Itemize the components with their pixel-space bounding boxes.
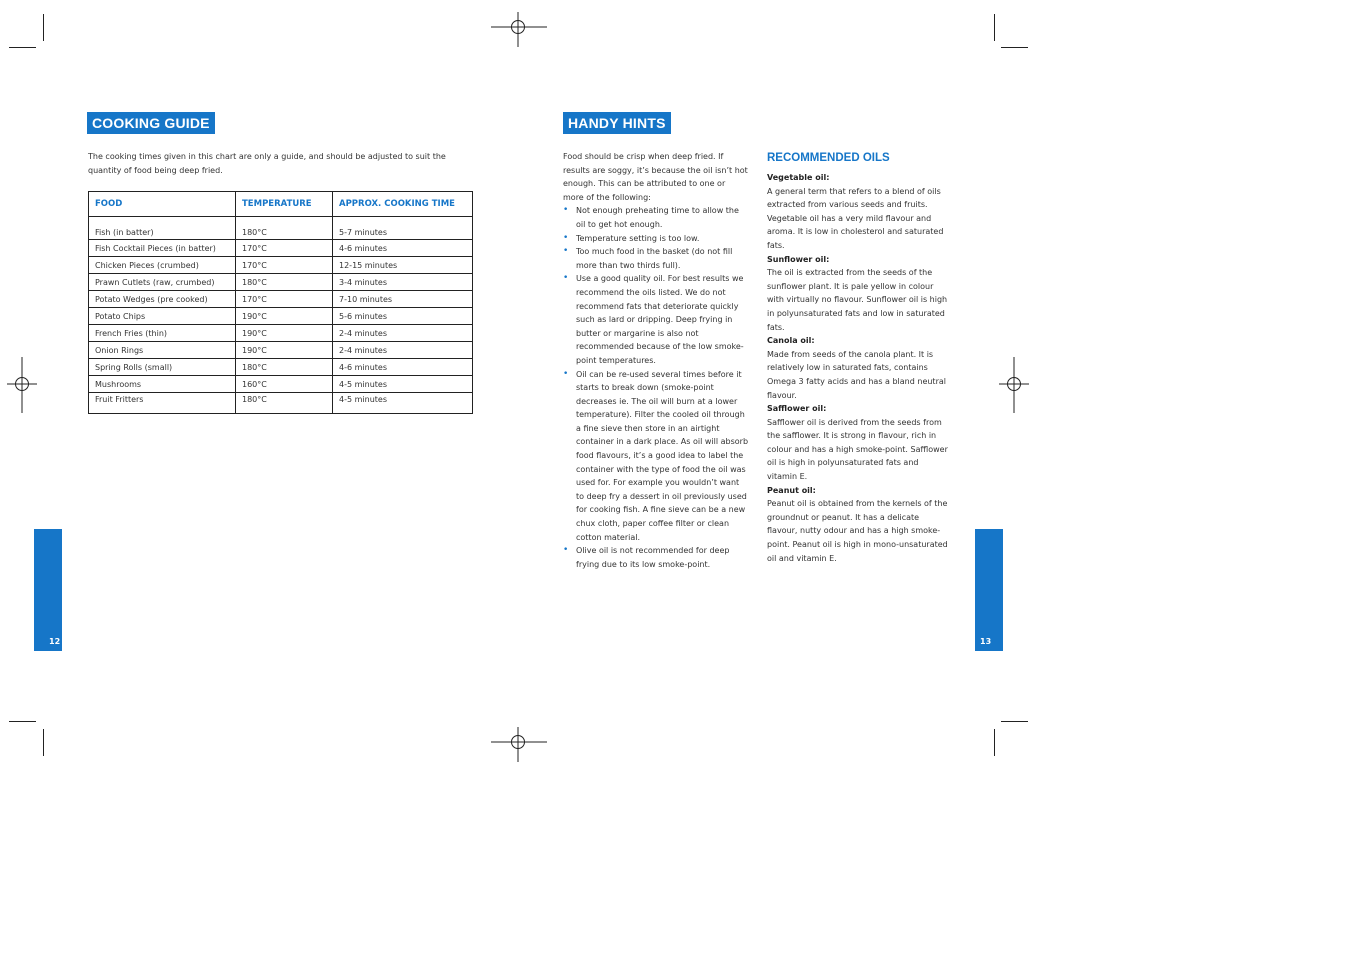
list-item [563,245,748,272]
registration-mark-icon [491,0,545,54]
intro-text [88,150,446,178]
food-cell: Fish Cocktail Pieces (in batter) [89,240,236,257]
temperature-cell: 180°C [236,217,333,240]
oil-description: Made from seeds of the canola plant. It is relatively low in saturated fats, contains Omega 3 fatty acids and has a bland neutral flavour. [767,349,946,400]
list-item [563,232,748,246]
temperature-cell: 170°C [236,240,333,257]
registration-mark-icon [491,715,545,769]
list-item [563,368,748,545]
crop-mark [43,729,44,756]
oil-name: Sunflower oil: [767,254,830,264]
temperature-cell: 190°C [236,308,333,325]
food-cell: Onion Rings [89,342,236,359]
cooking-time-cell: 2-4 minutes [333,325,473,342]
cooking-time-cell: 12-15 minutes [333,257,473,274]
bullet-dot-icon: • [563,273,569,284]
table-header-row [89,192,473,217]
table-row [89,342,473,359]
page-title: COOKING GUIDE [87,112,215,134]
temperature-cell: 190°C [236,342,333,359]
oil-name: Canola oil: [767,336,815,346]
food-cell: Fruit Fritters [89,393,236,414]
oil-name: Safflower oil: [767,404,827,414]
cooking-guide-table [88,191,473,414]
table-row [89,291,473,308]
oil-name: Vegetable oil: [767,173,830,182]
table-row [89,257,473,274]
intro-line: The cooking times given in this chart are only a guide, and should be adjusted to suit the [88,152,446,161]
handy-hints-column [563,150,748,571]
cooking-time-cell: 4-6 minutes [333,240,473,257]
oil-description: The oil is extracted from the seeds of the sunflower plant. It is pale yellow in colour with virtually no flavour. Sunflower oil is high in polyunsaturated fats and low in saturated fats. [767,268,948,332]
temperature-cell: 180°C [236,359,333,376]
oils-heading: RECOMMENDED OILS [767,152,890,164]
page-tab [34,529,62,651]
oil-name: Peanut oil: [767,485,816,495]
bullet-text: Use a good quality oil. For best results we recommend the oils listed. We do not recommend fats that deteriorate quickly such as lard or dripping. Deep frying in butter or margarine is also not recommended because of the low smoke-point temperatures. [576,274,744,365]
oil-description: Safflower oil is derived from the seeds from the safflower. It is strong in flavour, rich in colour and has a high smoke-point. Safflower oil is high in polyunsaturated fats and vitamin E. [767,417,948,482]
list-item [563,204,748,231]
food-cell: French Fries (thin) [89,325,236,342]
oil-description: A general term that refers to a blend of oils extracted from various seeds and fruits. Vegetable oil has a very mild flavour and aroma. It is low in cholesterol and saturated fats. [767,186,944,250]
food-cell: Chicken Pieces (crumbed) [89,257,236,274]
registration-mark-icon [0,357,49,411]
bullet-text: Temperature setting is too low. [576,233,700,243]
table-body [89,217,473,414]
crop-mark [1001,47,1028,48]
hints-list [563,204,748,571]
oils-list [767,171,949,565]
bullet-text: Olive oil is not recommended for deep frying due to its low smoke-point. [576,546,730,569]
food-cell: Mushrooms [89,376,236,393]
crop-mark [9,721,36,722]
column-header-cooking-time: APPROX. COOKING TIME [333,192,473,217]
crop-mark [1001,721,1028,722]
crop-mark [43,14,44,41]
cooking-time-cell: 5-6 minutes [333,308,473,325]
cooking-time-cell: 3-4 minutes [333,274,473,291]
crop-mark [994,14,995,41]
page-number: 13 [980,637,992,646]
crop-mark [9,47,36,48]
cooking-time-cell: 5-7 minutes [333,217,473,240]
bullet-dot-icon: • [563,205,569,216]
temperature-cell: 170°C [236,257,333,274]
intro-line: quantity of food being deep fried. [88,166,223,175]
page-title: HANDY HINTS [563,112,671,134]
crop-mark [994,729,995,756]
table-row [89,376,473,393]
table-row [89,325,473,342]
temperature-cell: 190°C [236,325,333,342]
food-cell: Potato Wedges (pre cooked) [89,291,236,308]
table-row [89,217,473,240]
bullet-text: Not enough preheating time to allow the oil to get hot enough. [576,206,739,229]
bullet-text: Too much food in the basket (do not fill more than two thirds full). [576,247,733,270]
column-header-food: FOOD [89,192,236,217]
bullet-text: Oil can be re-used several times before it starts to break down (smoke-point decreases ie. The oil will burn at a lower temperature). Filter the cooled oil through a fine sieve then store in an airtight container in a dark place. As oil will absorb food flavours, it’s a good idea to label the container with the type of food the oil was used for. For example you wouldn’t want to deep fry a dessert in oil previously used for cooking fish. A fine sieve can be a new chux cloth, paper coffee filter or clean cotton material. [576,369,749,542]
page-number: 12 [49,637,61,646]
bullet-dot-icon: • [563,368,569,379]
cooking-time-cell: 4-5 minutes [333,376,473,393]
cooking-time-cell: 4-5 minutes [333,393,473,414]
table-row [89,240,473,257]
cooking-time-cell: 2-4 minutes [333,342,473,359]
cooking-time-cell: 7-10 minutes [333,291,473,308]
temperature-cell: 160°C [236,376,333,393]
temperature-cell: 170°C [236,291,333,308]
page-tab [975,529,1003,651]
column-header-temperature: TEMPERATURE [236,192,333,217]
temperature-cell: 180°C [236,393,333,414]
cooking-time-cell: 4-6 minutes [333,359,473,376]
table-row [89,393,473,414]
oil-description: Peanut oil is obtained from the kernels of the groundnut or peanut. It has a delicate flavour, nutty odour and has a high smoke-point. Peanut oil is high in mono-unsaturated oil and vitamin E. [767,499,948,563]
hints-intro: Food should be crisp when deep fried. If results are soggy, it’s because the oil isn’t hot enough. This can be attributed to one or more of the following: [563,152,748,202]
recommended-oils-column [767,150,949,565]
bullet-dot-icon: • [563,232,569,243]
table-row [89,359,473,376]
bullet-dot-icon: • [563,246,569,257]
table-row [89,274,473,291]
food-cell: Spring Rolls (small) [89,359,236,376]
food-cell: Prawn Cutlets (raw, crumbed) [89,274,236,291]
temperature-cell: 180°C [236,274,333,291]
list-item [563,272,748,367]
food-cell: Fish (in batter) [89,217,236,240]
bullet-dot-icon: • [563,545,569,556]
food-cell: Potato Chips [89,308,236,325]
list-item [563,544,748,571]
table-row [89,308,473,325]
registration-mark-icon [987,357,1041,411]
